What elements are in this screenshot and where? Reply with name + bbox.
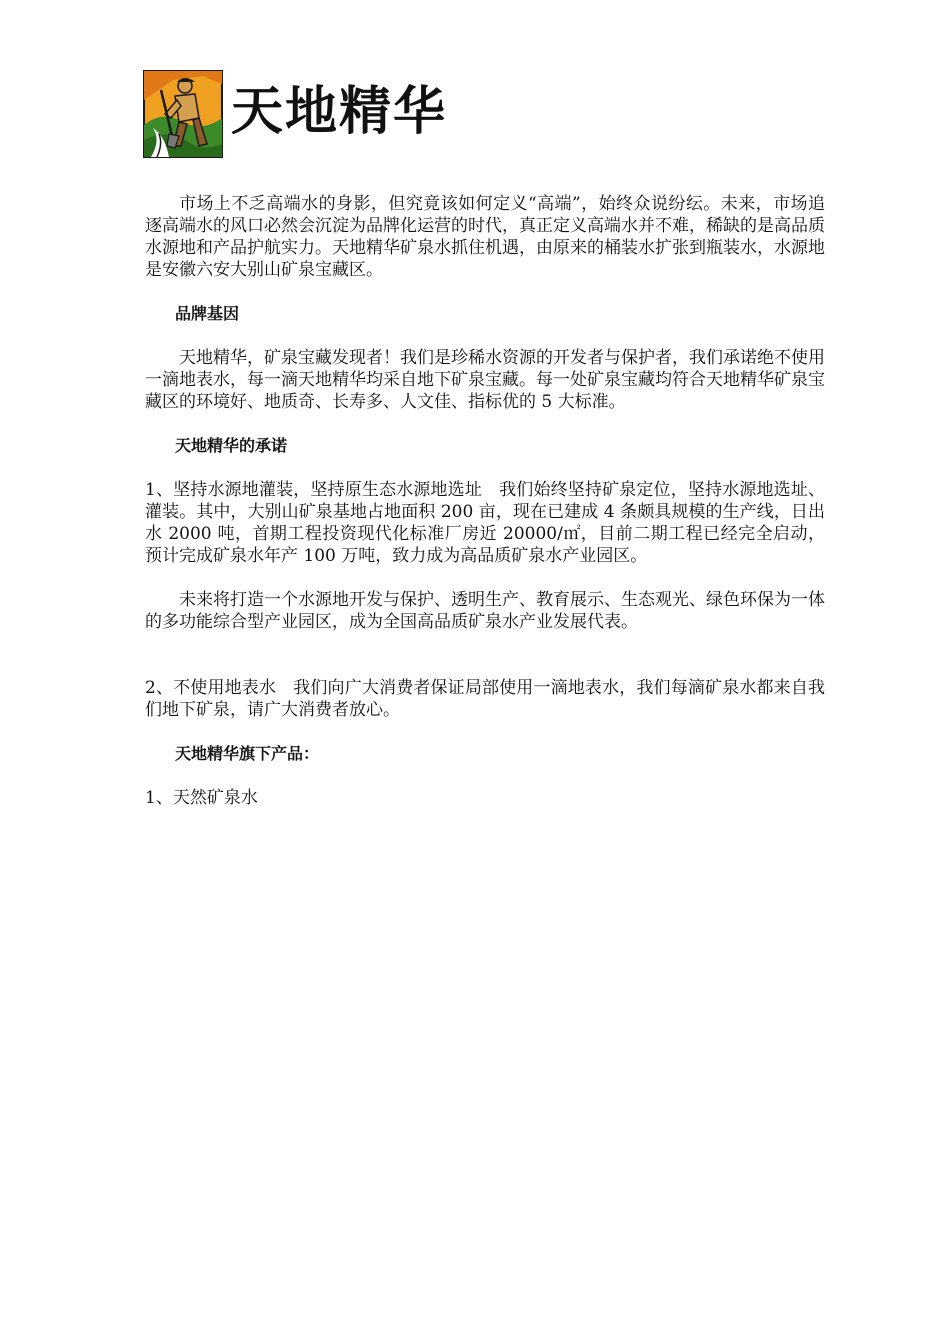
promise-item-1: 1、坚持水源地灌装，坚持原生态水源地选址 我们始终坚持矿泉定位，坚持水源地选址、灌装。其中，大别山矿泉基地占地面积 200 亩，现在已建成 4 条颇具规模的生产线，日出水 2000 吨，首期工程投资现代化标准厂房近 20000/㎡，目前二期工程已经完全启动，预计完成矿泉水年产 100 万吨，致力成为高品质矿泉水产业园区。 xyxy=(145,480,825,566)
brand-logo xyxy=(143,70,453,160)
future-paragraph: 未来将打造一个水源地开发与保护、透明生产、教育展示、生态观光、绿色环保为一体的多功能综合型产业园区，成为全国高品质矿泉水产业发展代表。 xyxy=(145,590,825,632)
spacer xyxy=(145,655,825,677)
product-item-1: 1、天然矿泉水 xyxy=(145,788,258,808)
brand-logo-text: 天地精华 xyxy=(231,82,448,142)
promise-heading: 天地精华的承诺 xyxy=(175,436,288,455)
brand-gene-paragraph: 天地精华，矿泉宝藏发现者！我们是珍稀水资源的开发者与保护者，我们承诺绝不使用一滴地表水，每一滴天地精华均采自地下矿泉宝藏。每一处矿泉宝藏均符合天地精华矿泉宝藏区的环境好、地质奇、长寿多、人文佳、指标优的 5 大标准。 xyxy=(145,348,825,412)
document-body xyxy=(145,193,825,831)
intro-paragraph: 市场上不乏高端水的身影，但究竟该如何定义“高端”，始终众说纷纭。未来，市场追逐高端水的风口必然会沉淀为品牌化运营的时代，真正定义高端水并不难，稀缺的是高品质水源地和产品护航实力。天地精华矿泉水抓住机遇，由原来的桶装水扩张到瓶装水，水源地是安徽六安大别山矿泉宝藏区。 xyxy=(145,194,825,280)
products-heading: 天地精华旗下产品： xyxy=(175,744,320,763)
brand-gene-heading: 品牌基因 xyxy=(175,304,240,323)
miner-with-shovel-logo-icon xyxy=(143,70,223,158)
promise-item-2: 2、不使用地表水 我们向广大消费者保证局部使用一滴地表水，我们每滴矿泉水都来自我们地下矿泉，请广大消费者放心。 xyxy=(145,678,825,720)
